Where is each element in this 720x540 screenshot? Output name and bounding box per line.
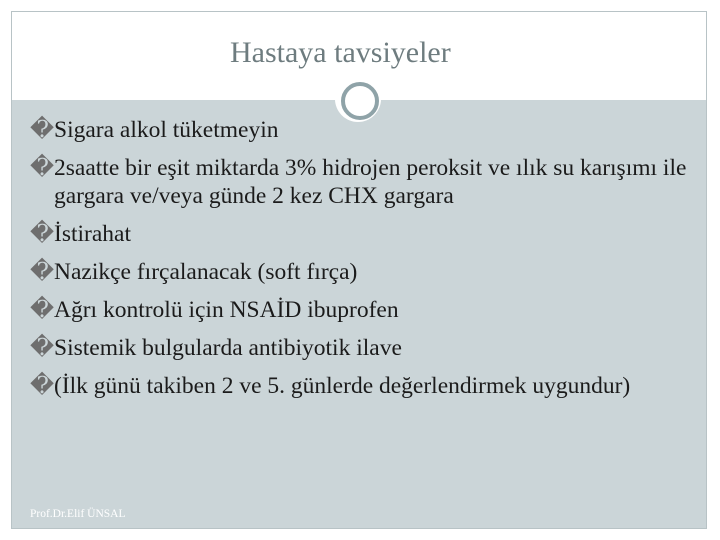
bullet-item [30, 296, 700, 324]
bullet-item [30, 154, 700, 210]
bullet-icon: � [30, 155, 55, 181]
bullet-item [30, 258, 700, 286]
bullet-text: Sigara alkol tüketmeyin [54, 117, 279, 143]
bullet-icon: � [30, 373, 55, 399]
bullet-icon: � [30, 221, 55, 247]
bullet-icon: � [30, 297, 55, 323]
bullet-text: Nazikçe fırçalanacak (soft fırça) [54, 259, 358, 285]
bullet-list [30, 116, 700, 410]
slide-title: Hastaya tavsiyeler [230, 36, 451, 69]
bullet-item [30, 334, 700, 362]
bullet-text: İstirahat [54, 221, 131, 247]
bullet-item [30, 372, 700, 400]
divider-ornament-circle [341, 82, 379, 120]
bullet-item [30, 220, 700, 248]
bullet-text: Ağrı kontrolü için NSAİD ibuprofen [54, 297, 399, 323]
bullet-icon: � [30, 335, 55, 361]
bullet-item [30, 116, 700, 144]
bullet-text: Sistemik bulgularda antibiyotik ilave [54, 335, 402, 361]
bullet-text: 2saatte bir eşit miktarda 3% hidrojen peroksit ve ılık su karışımı ile gargara ve/veya günde 2 kez CHX gargara [54, 155, 687, 209]
bullet-text: (İlk günü takiben 2 ve 5. günlerde değerlendirmek uygundur) [54, 373, 631, 399]
bullet-icon: � [30, 259, 55, 285]
bullet-icon: � [30, 117, 55, 143]
footer-author: Prof.Dr.Elif ÜNSAL [30, 508, 126, 520]
